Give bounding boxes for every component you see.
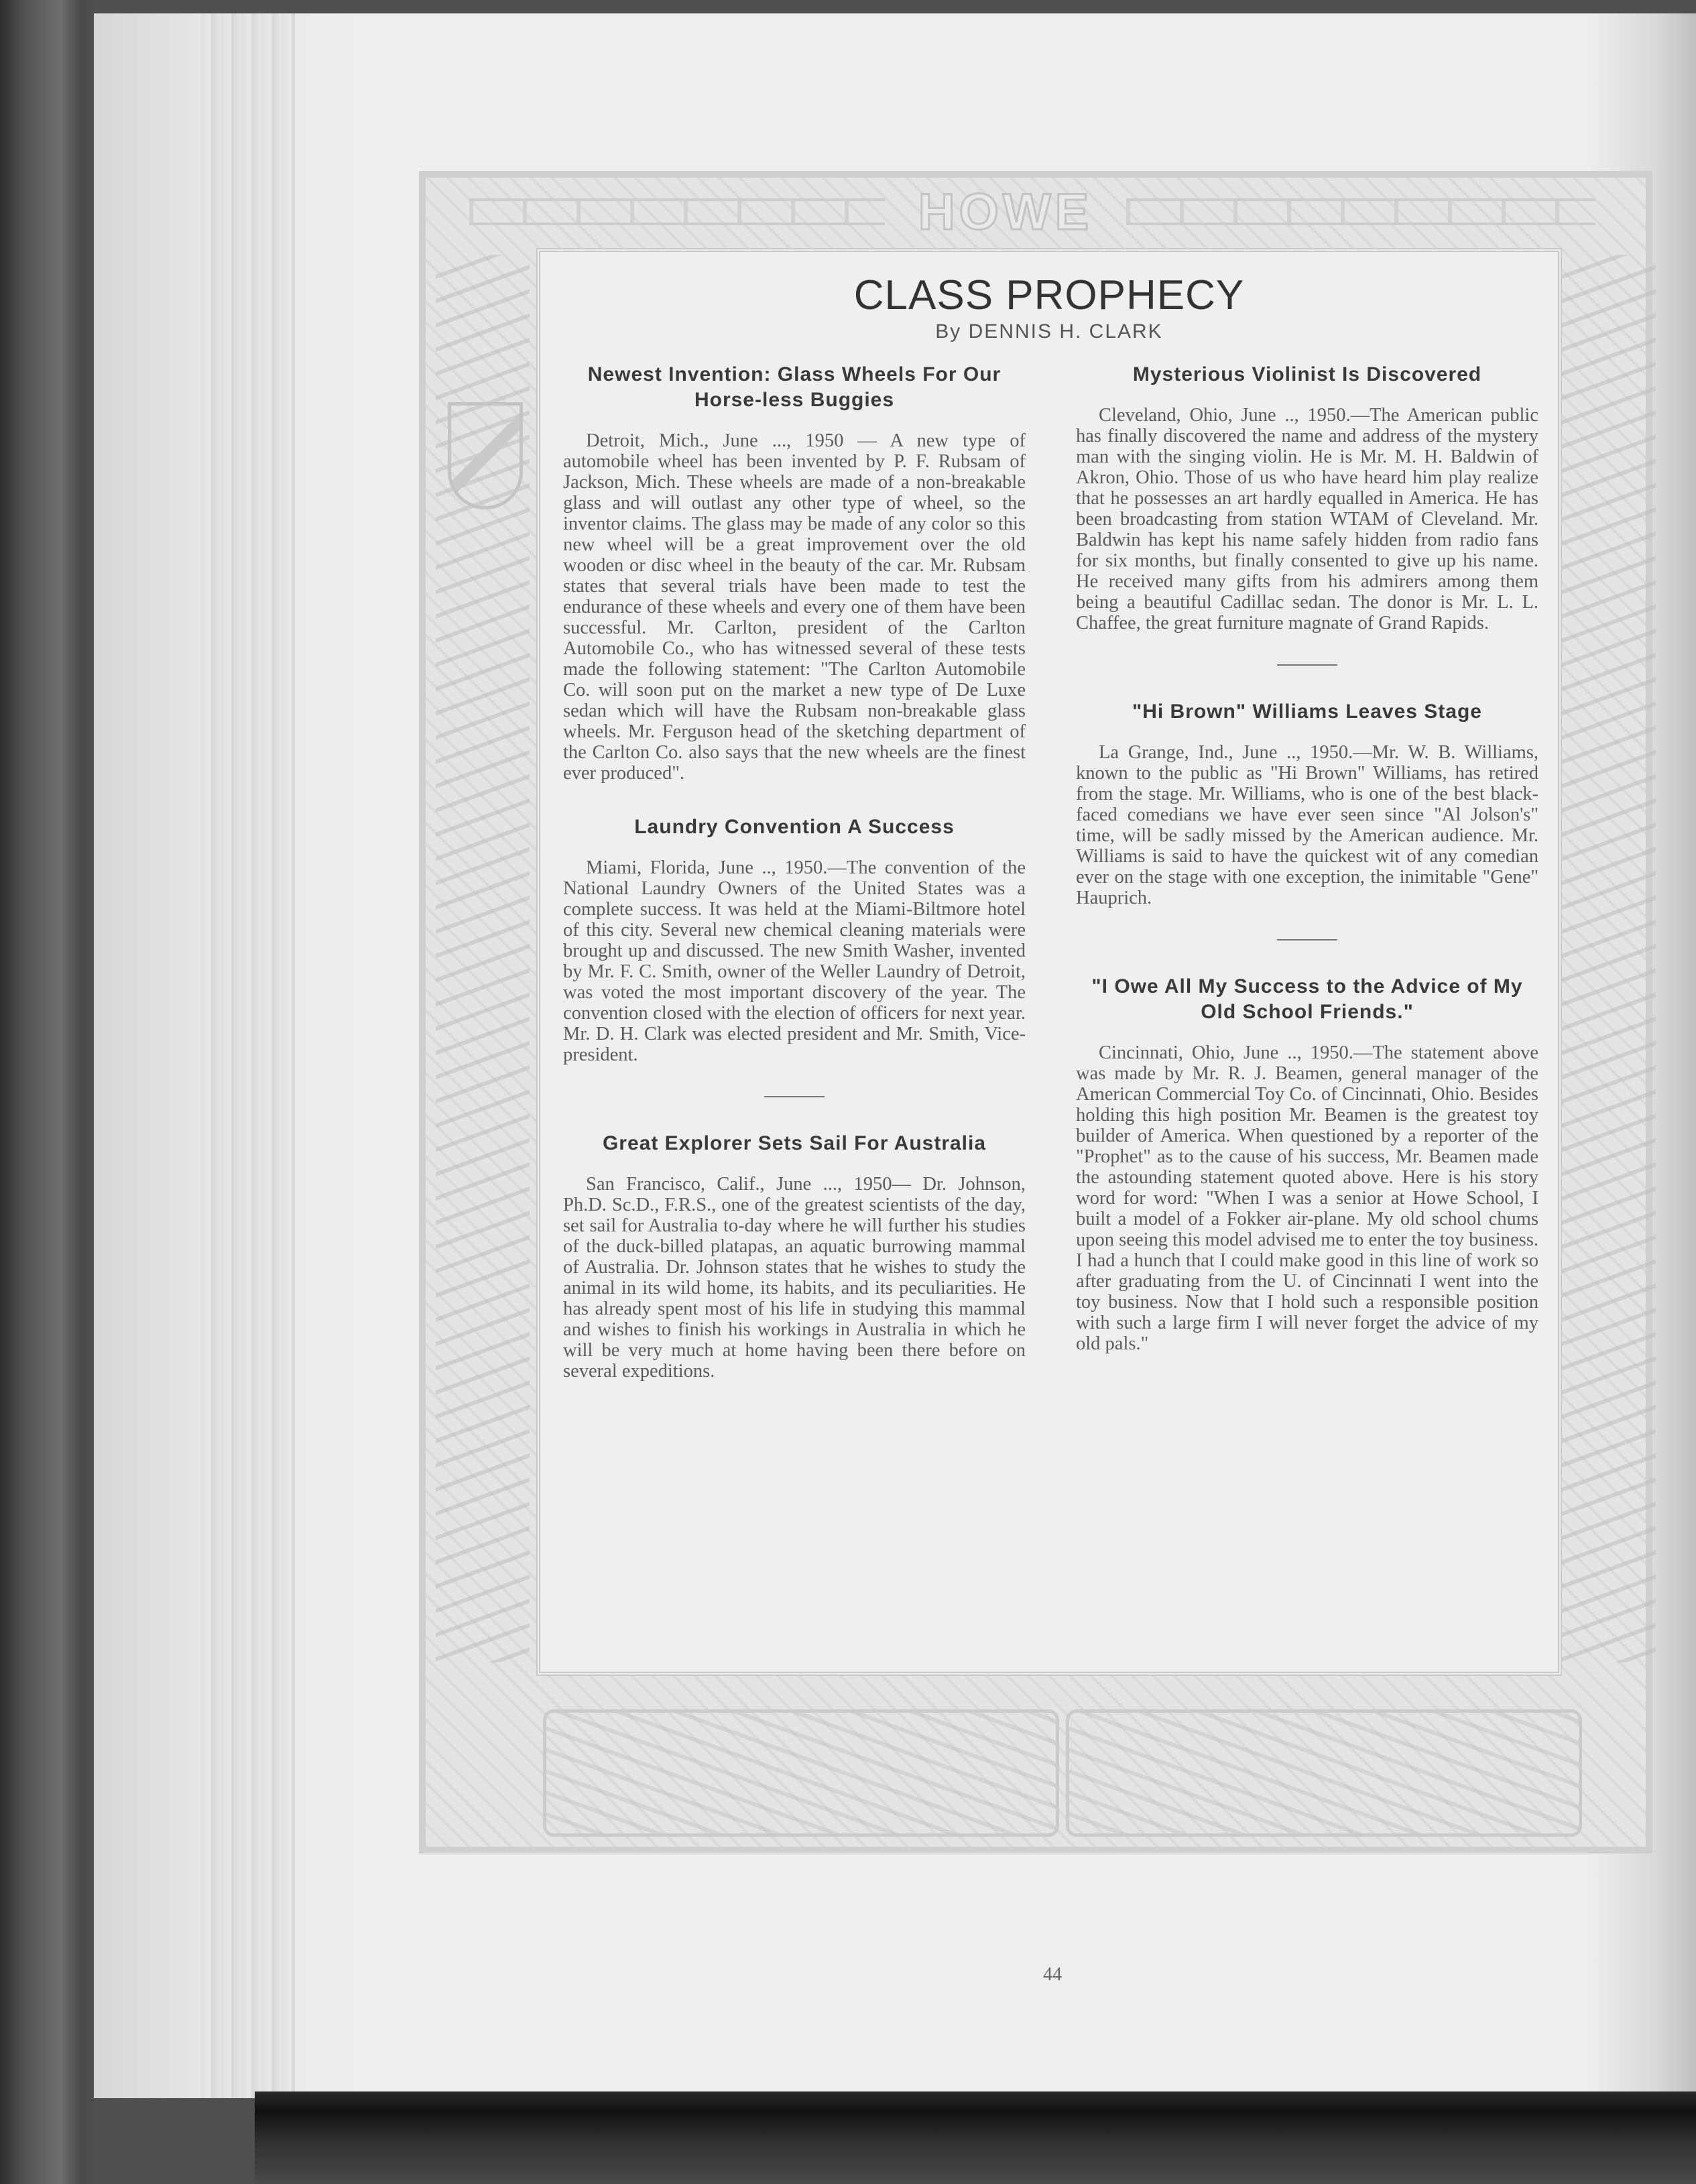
page-edges [201,13,295,2098]
left-column [563,362,1026,1382]
section-divider [764,1096,825,1097]
section-divider [1277,664,1337,666]
article [563,1131,1026,1382]
article-body: San Francisco, Calif., June ..., 1950— Dr. Johnson, Ph.D. Sc.D., F.R.S., one of the greatest scientists of the day, set sail for Australia to-day where he will further his studies of the duck-billed platapas, an aquatic burrowing mammal of Australia. Dr. Johnson states that he wishes to study the animal in its wild home, its habits, and its peculiarities. He has already spent most of his life in studying this mammal and wishes to finish his workings in Australia in which he will be very much at home having been there before on several expeditions. [563,1174,1026,1382]
article-headline: Mysterious Violinist Is Discovered [1132,363,1482,385]
section-divider [1277,939,1337,941]
article-headline: Laundry Convention A Success [634,816,955,838]
right-column [1076,362,1538,1354]
article [1076,362,1538,633]
right-vine-ornament [1562,255,1656,1662]
article-headline: Great Explorer Sets Sail For Australia [602,1132,987,1154]
book-binding-edge [255,2091,1696,2184]
article-body: Detroit, Mich., June ..., 1950 — A new type of automobile wheel has been invented by P. F. Rubsam of Jackson, Mich. These wheels are made of a non-breakable glass and will outlast any other type of wheel, so the inventor claims. The glass may be made of any color so this new wheel will be a great improvement over the old wooden or disc wheel in the beauty of the car. Mr. Rubsam states that several trials have been made to test the endurance of these wheels and every one of them have been successful. Mr. Carlton, president of the Carlton Automobile Co., who has witnessed several of these tests made the following statement: "The Carlton Automobile Co. will soon put on the market a new type of De Luxe sedan which will have the Rubsam non-breakable glass wheels. Mr. Ferguson head of the sketching department of the Carlton Co. also says that the new wheels are the finest ever produced". [563,430,1026,784]
article [563,362,1026,784]
article-headline: Newest Invention: Glass Wheels For Our Horse-less Buggies [587,363,1002,411]
article-headline: "Hi Brown" Williams Leaves Stage [1132,701,1482,723]
article-body: La Grange, Ind., June .., 1950.—Mr. W. B. Williams, known to the public as "Hi Brown" Williams, has retired from the stage. Mr. Williams, who is one of the best black-faced comedians we have ever seen since "Al Jolson's" time, will be sadly missed by the American audience. Mr. Williams is said to have the quickest wit of any comedian ever on the stage with one exception, the inimitable "Gene" Hauprich. [1076,742,1538,908]
article-body: Miami, Florida, June .., 1950.—The convention of the National Laundry Owners of the United States was a complete success. It was held at the Miami-Biltmore hotel of this city. Several new chemical cleaning materials were brought up and discussed. The new Smith Washer, invented by Mr. F. C. Smith, owner of the Weller Laundry of Detroit, was voted the most important discovery of the year. The convention closed with the election of officers for next year. Mr. D. H. Clark was elected president and Mr. Smith, Vice-president. [563,857,1026,1065]
cannon-illustration [543,1709,1059,1837]
page-number: 44 [1043,1964,1062,1985]
howe-banner: HOWE [918,183,1093,241]
article [1076,699,1538,908]
page-title: CLASS PROPHECY [853,272,1245,318]
school-building-illustration [1066,1709,1582,1837]
article-body: Cincinnati, Ohio, June .., 1950.—The statement above was made by Mr. R. J. Beamen, general manager of the American Commercial Toy Co. of Cincinnati, Ohio. Besides holding this high position Mr. Beamen is the greatest toy builder of America. When questioned by a reporter of the "Prophet" as to the cause of his success, Mr. Beamen made the astounding statement quoted above. Here is his story word for word: "When I was a senior at Howe School, I built a model of a Fokker air-plane. My old school chums upon seeing this model advised me to enter the toy business. I had a hunch that I could make good in this line of work so after graduating from the U. of Cincinnati I went into the toy business. Now that I hold such a responsible position with such a large firm I will never forget the advice of my old pals." [1076,1042,1538,1354]
school-crest-icon [448,402,523,509]
article-headline: "I Owe All My Success to the Advice of My Old School Friends." [1091,975,1523,1023]
article [1076,974,1538,1354]
banner-ornament-left [469,198,885,225]
article [563,814,1026,1065]
byline: By DENNIS H. CLARK [935,320,1163,343]
article-body: Cleveland, Ohio, June .., 1950.—The American public has finally discovered the name and address of the mystery man with the singing violin. He is Mr. M. H. Baldwin of Akron, Ohio. Those of us who have heard him play realize that he possesses an art hardly equalled in America. He has been broadcasting from station WTAM of Cleveland. Mr. Baldwin has kept his name safely hidden from radio fans for six months, but finally consented to give up his name. He received many gifts from his admirers among them being a beautiful Cadillac sedan. The donor is Mr. L. L. Chaffee, the great furniture magnate of Grand Rapids. [1076,405,1538,633]
banner-ornament-right [1126,198,1595,225]
